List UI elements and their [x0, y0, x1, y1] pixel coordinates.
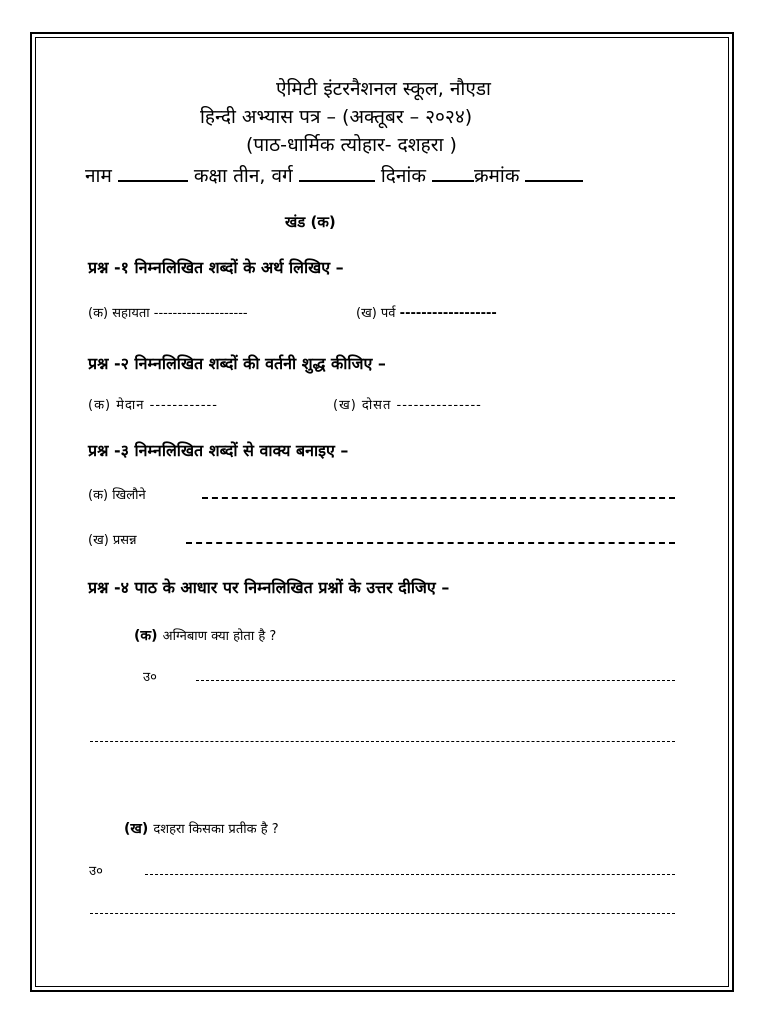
q2-item-a: (क) मेदान ------------ [88, 398, 218, 413]
q4-b-answer-label: उ० [89, 864, 103, 879]
roll-label: क्रमांक [473, 165, 520, 187]
q3-item-a: (क) खिलौने [88, 488, 146, 503]
q4-item-b [124, 818, 279, 838]
q1-item-b [356, 306, 497, 322]
date-label: दिनांक [380, 165, 426, 187]
q4-a-answer-line-2[interactable] [90, 741, 675, 742]
q1-item-a: (क) सहायता -------------------- [88, 306, 248, 321]
q4-b-answer-line-1[interactable] [145, 874, 675, 875]
school-name: ऐमिटी इंटरनैशनल स्कूल, नौएडा [276, 78, 491, 100]
q3-answer-line-b[interactable] [186, 542, 675, 544]
q3-answer-line-a[interactable] [202, 497, 675, 499]
q4-item-b-marker: (ख) [124, 821, 149, 837]
question-4-title: प्रश्न -४ पाठ के आधार पर निम्नलिखित प्रश्नों के उत्तर दीजिए – [88, 578, 450, 597]
question-3-title: प्रश्न -३ निम्नलिखित शब्दों से वाक्य बनाइए – [88, 441, 349, 460]
roll-blank[interactable] [525, 179, 583, 182]
q2-item-b: (ख) दोसत --------------- [333, 398, 482, 413]
student-info-line [85, 165, 583, 188]
q3-item-b: (ख) प्रसन्न [88, 533, 137, 548]
section-label: वर्ग [271, 165, 293, 187]
q4-b-answer-line-2[interactable] [90, 913, 675, 914]
class-label: कक्षा तीन, [193, 165, 266, 187]
worksheet-title: हिन्दी अभ्यास पत्र – (अक्तूबर – २०२४) [200, 106, 473, 128]
question-1-title: प्रश्न -१ निम्नलिखित शब्दों के अर्थ लिखिए – [88, 258, 344, 277]
name-blank[interactable] [118, 179, 188, 182]
q4-item-a [134, 625, 276, 645]
q4-item-a-marker: (क) [134, 628, 158, 644]
section-heading: खंड (क) [285, 213, 336, 231]
q1-item-b-label: (ख) पर्व [356, 306, 396, 321]
question-2-title: प्रश्न -२ निम्नलिखित शब्दों की वर्तनी शुद्ध कीजिए – [88, 354, 386, 373]
q4-item-a-text: अग्निबाण क्या होता है ? [162, 629, 277, 644]
name-label: नाम [85, 165, 112, 187]
q4-item-b-text: दशहरा किसका प्रतीक है ? [153, 822, 279, 837]
q4-a-answer-line-1[interactable] [196, 680, 675, 681]
section-blank[interactable] [299, 179, 375, 182]
q4-a-answer-label: उ० [143, 670, 157, 685]
date-blank[interactable] [432, 179, 474, 182]
lesson-title: (पाठ-धार्मिक त्योहार- दशहरा ) [246, 134, 457, 156]
q1-item-b-dashes: ------------------ [399, 306, 497, 321]
